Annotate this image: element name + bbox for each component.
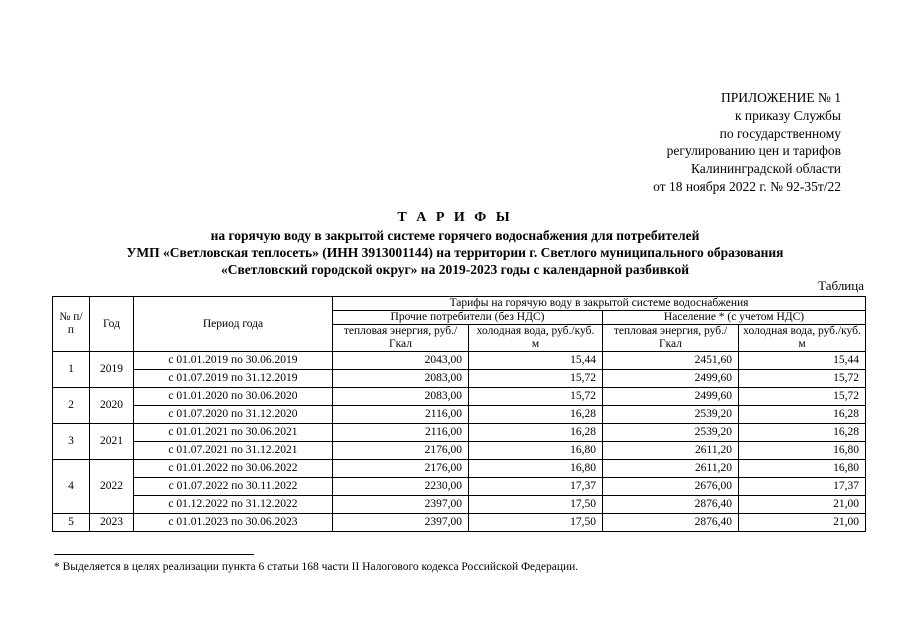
table-row [53,352,866,370]
cell-heat-other: 2397,00 [333,514,469,532]
header-water-population: холодная вода, руб./куб. м [739,325,866,352]
table-row [53,424,866,442]
cell-no: 5 [53,514,90,532]
cell-heat-population: 2611,20 [603,460,739,478]
tariffs-table [52,296,866,532]
cell-heat-other: 2230,00 [333,478,469,496]
document-title [40,209,870,278]
title-line: на горячую воду в закрытой системе горячего водоснабжения для потребителей [210,228,700,243]
cell-heat-population: 2539,20 [603,406,739,424]
cell-heat-other: 2176,00 [333,460,469,478]
cell-water-population: 21,00 [739,514,866,532]
title-line: «Светловский городской округ» на 2019-2023 годы с календарной разбивкой [220,262,690,277]
cell-no: 1 [53,352,90,388]
header-water-other: холодная вода, руб./куб. м [469,325,603,352]
cell-heat-other: 2176,00 [333,442,469,460]
cell-water-other: 17,50 [469,514,603,532]
table-row [53,388,866,406]
appendix-line: от 18 ноября 2022 г. № 92-35т/22 [653,178,841,194]
cell-period: с 01.01.2020 по 30.06.2020 [134,388,333,406]
cell-period: с 01.07.2020 по 31.12.2020 [134,406,333,424]
title-heading: Т А Р И Ф Ы [397,210,513,225]
header-heat-population: тепловая энергия, руб./Гкал [603,325,739,352]
cell-water-other: 15,72 [469,388,603,406]
cell-year: 2019 [90,352,134,388]
table-row [53,370,866,388]
cell-water-population: 16,80 [739,460,866,478]
cell-heat-population: 2876,40 [603,496,739,514]
table-row [53,514,866,532]
cell-water-other: 15,72 [469,370,603,388]
cell-heat-population: 2676,00 [603,478,739,496]
cell-heat-other: 2083,00 [333,388,469,406]
cell-water-population: 16,80 [739,442,866,460]
cell-period: с 01.01.2023 по 30.06.2023 [134,514,333,532]
header-other-consumers: Прочие потребители (без НДС) [333,311,603,325]
cell-water-other: 16,80 [469,442,603,460]
cell-water-other: 16,28 [469,424,603,442]
appendix-line: ПРИЛОЖЕНИЕ № 1 [720,90,841,105]
header-heat-other: тепловая энергия, руб./Гкал [333,325,469,352]
cell-year: 2021 [90,424,134,460]
cell-no: 2 [53,388,90,424]
table-row [53,478,866,496]
cell-heat-population: 2611,20 [603,442,739,460]
cell-water-other: 16,28 [469,406,603,424]
header-period: Период года [134,297,333,352]
cell-water-population: 17,37 [739,478,866,496]
cell-heat-population: 2539,20 [603,424,739,442]
cell-period: с 01.12.2022 по 31.12.2022 [134,496,333,514]
cell-water-other: 15,44 [469,352,603,370]
cell-period: с 01.07.2021 по 31.12.2021 [134,442,333,460]
cell-period: с 01.01.2019 по 30.06.2019 [134,352,333,370]
cell-period: с 01.07.2019 по 31.12.2019 [134,370,333,388]
cell-year: 2022 [90,460,134,514]
cell-heat-population: 2499,60 [603,388,739,406]
cell-heat-other: 2116,00 [333,424,469,442]
cell-no: 4 [53,460,90,514]
cell-water-population: 16,28 [739,406,866,424]
appendix-block [581,89,841,196]
cell-heat-other: 2116,00 [333,406,469,424]
footnote: * Выделяется в целях реализации пункта 6 статьи 168 части II Налогового кодекса Российской Федерации. [54,561,579,573]
cell-heat-population: 2451,60 [603,352,739,370]
cell-year: 2023 [90,514,134,532]
cell-heat-population: 2876,40 [603,514,739,532]
table-row [53,406,866,424]
cell-water-population: 16,28 [739,424,866,442]
cell-water-other: 17,37 [469,478,603,496]
cell-water-population: 15,44 [739,352,866,370]
header-population: Население * (с учетом НДС) [603,311,866,325]
appendix-line: по государственному [719,125,841,141]
footnote-divider [54,554,254,555]
cell-heat-other: 2043,00 [333,352,469,370]
cell-no: 3 [53,424,90,460]
cell-water-population: 15,72 [739,370,866,388]
cell-year: 2020 [90,388,134,424]
header-year: Год [90,297,134,352]
table-row [53,496,866,514]
title-line: УМП «Светловская теплосеть» (ИНН 3913001144) на территории г. Светлого муниципального образования [126,245,784,260]
cell-period: с 01.01.2021 по 30.06.2021 [134,424,333,442]
cell-period: с 01.07.2022 по 30.11.2022 [134,478,333,496]
table-row [53,442,866,460]
header-no: № п/п [53,297,90,352]
appendix-line: Калининградской области [690,161,841,177]
cell-heat-other: 2397,00 [333,496,469,514]
header-group: Тарифы на горячую воду в закрытой системе водоснабжения [333,297,866,311]
cell-water-population: 21,00 [739,496,866,514]
cell-water-population: 15,72 [739,388,866,406]
table-label: Таблица [818,278,864,293]
cell-water-other: 16,80 [469,460,603,478]
cell-heat-other: 2083,00 [333,370,469,388]
cell-period: с 01.01.2022 по 30.06.2022 [134,460,333,478]
appendix-line: регулированию цен и тарифов [666,143,841,159]
cell-heat-population: 2499,60 [603,370,739,388]
appendix-line: к приказу Службы [734,107,841,123]
cell-water-other: 17,50 [469,496,603,514]
table-row [53,460,866,478]
